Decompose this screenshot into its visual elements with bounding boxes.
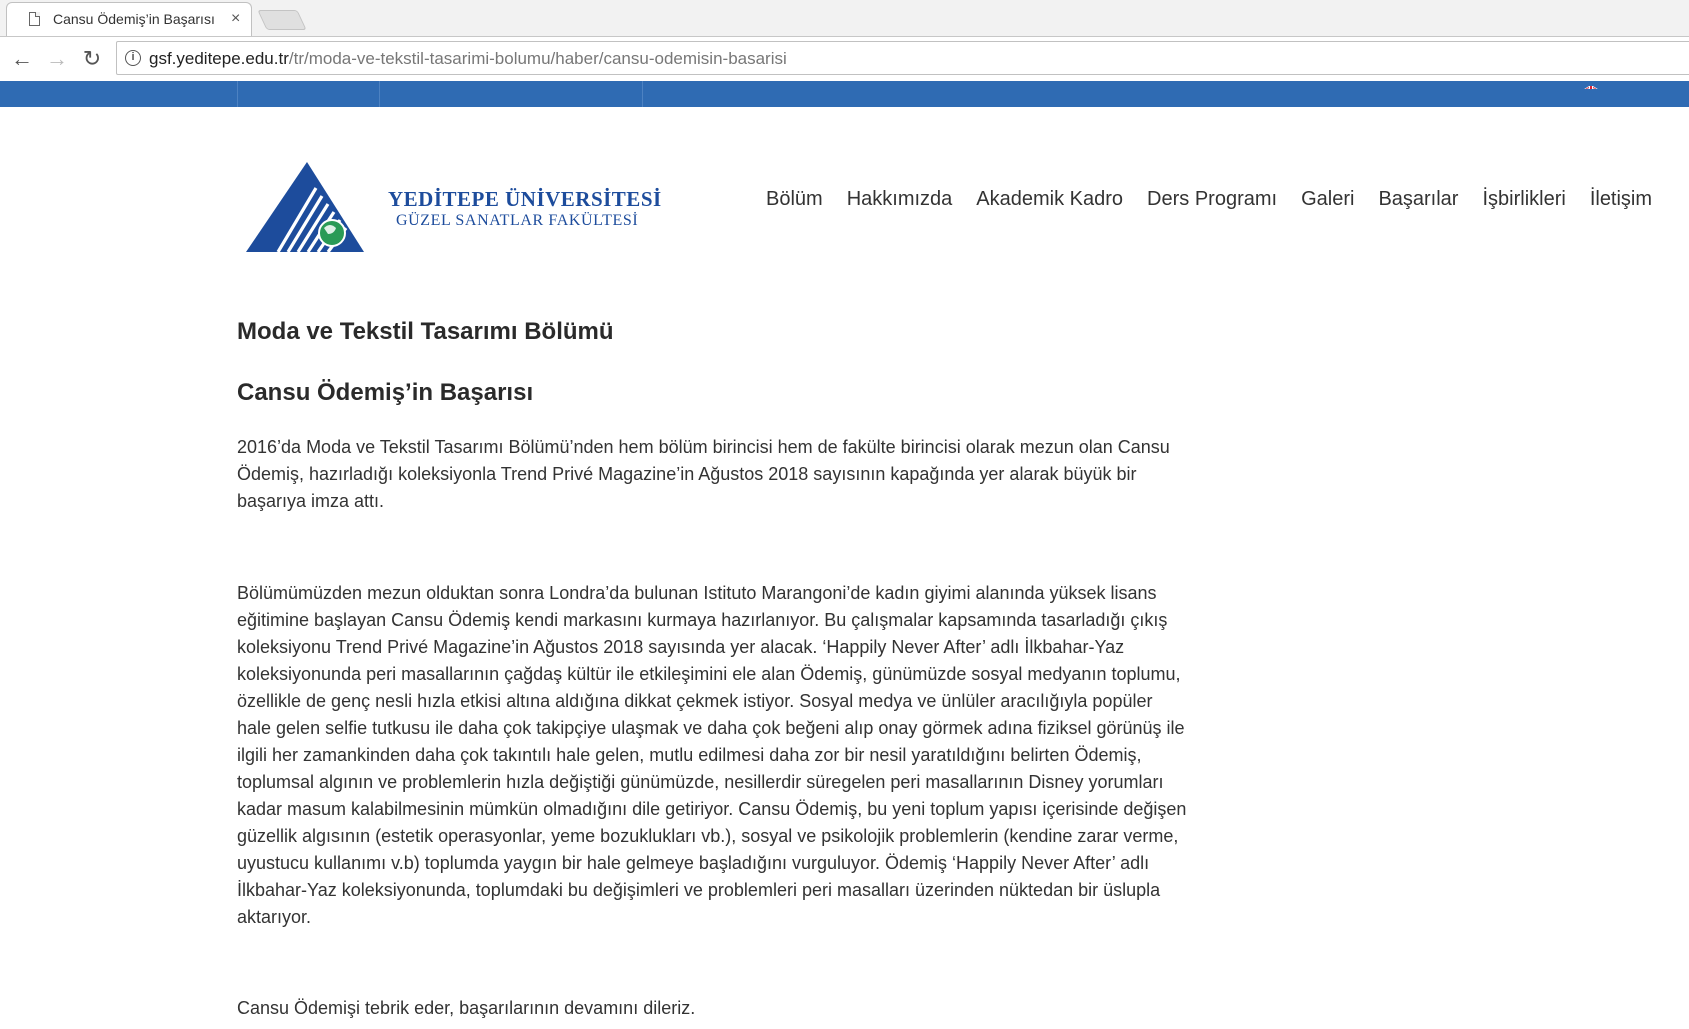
article-body (237, 580, 1187, 931)
reload-icon[interactable]: ↻ (82, 46, 102, 71)
logo-university-name: YEDİTEPE ÜNİVERSİTESİ (388, 187, 662, 211)
logo-triangle-icon (244, 160, 374, 255)
top-blue-bar (0, 81, 1689, 107)
department-title: Moda ve Tekstil Tasarımı Bölümü (237, 318, 614, 345)
paragraph: 2016’da Moda ve Tekstil Tasarımı Bölümü’nden hem bölüm birincisi hem de fakülte birincisi olarak mezun olan Cansu Ödemiş, hazırladığı koleksiyonla Trend Privé Magazine’in Ağustos 2018 sayısının kapağında yer alarak büyük bir başarıya imza attı. (237, 437, 1170, 511)
nav-basarilar[interactable]: Başarılar (1378, 188, 1459, 210)
url-text[interactable] (149, 49, 787, 69)
article-intro (237, 434, 1187, 515)
document-icon (29, 12, 40, 26)
uk-flag-icon[interactable] (1578, 81, 1604, 89)
paragraph: Bölümümüzden mezun olduktan sonra Londra’da bulunan Istituto Marangoni’de kadın giyimi alanında yüksek lisans eğitimine başlayan Cansu Ödemiş kendi markasını kurmaya hazırlanıyor. Bu çalışmalar kapsamında tasarladığı çıkış koleksiyonu Trend Privé Magazine’in Ağustos 2018 sayısında yer alacak. ‘Happily Never After’ adlı İlkbahar-Yaz koleksiyonunda peri masallarının çağdaş kültür ile etkileşimini ele alan Ödemiş, günümüzde sosyal medyanın toplumu, özellikle de genç nesli hızla etkisi altına aldığına dikkat çekmek istiyor. Sosyal medya ve ünlüler aracılığıyla popüler hale gelen selfie tutkusu ile daha çok takipçiye ulaşmak ve daha çok beğeni alıp onay görmek adına fiziksel görünüş ile ilgili her zamankinden daha çok takıntılı hale gelen, mutlu edilmesi daha zor bir nesil yaratıldığını belirten Ödemiş, toplumsal algının ve problemlerin hızla değiştiği günümüzde, nesillerdir süregelen peri masallarının Disney yorumları kadar masum kalabilmesinin mümkün olmadığını dile getiriyor. Cansu Ödemiş, bu yeni toplum yapısı içerisinde değişen güzellik algısının (estetik operasyonlar, yeme bozuklukları vb.), sosyal ve psikolojik problemlerin (kendine zarar verme, uyustucu kullanımı v.b) toplumda yaygın bir hale gelmeye başladığını vurguluyor. Ödemiş ‘Happily Never After’ adlı İlkbahar-Yaz koleksiyonunda, toplumdaki bu değişimleri ve problemleri peri masalları üzerinden nüktedan bir üslupla aktarıyor. (237, 583, 1187, 927)
main-navigation (766, 186, 1652, 212)
browser-toolbar (0, 37, 1689, 81)
tab-title: Cansu Ödemiş’in Başarısı (53, 11, 215, 27)
nav-galeri[interactable]: Galeri (1301, 188, 1355, 210)
nav-iletisim[interactable]: İletişim (1589, 188, 1653, 210)
nav-bolum[interactable]: Bölüm (766, 188, 823, 210)
forward-arrow-icon[interactable]: → (46, 46, 68, 71)
logo-faculty-name: GÜZEL SANATLAR FAKÜLTESİ (396, 212, 639, 229)
bar-divider (379, 81, 380, 107)
browser-tabstrip (0, 0, 1689, 37)
nav-isbirlikleri[interactable]: İşbirlikleri (1482, 188, 1566, 210)
url-path: /tr/moda-ve-tekstil-tasarimi-bolumu/haber/cansu-odemisin-basarisi (288, 49, 787, 68)
article-title: Cansu Ödemiş’in Başarısı (237, 379, 534, 406)
article-closing (237, 995, 1187, 1022)
nav-ders-programi[interactable]: Ders Programı (1147, 188, 1278, 210)
nav-hakkimizda[interactable]: Hakkımızda (846, 188, 953, 210)
browser-tab[interactable] (6, 2, 252, 36)
close-tab-icon[interactable]: × (231, 10, 241, 27)
new-tab-button[interactable] (257, 10, 306, 30)
paragraph: Cansu Ödemişi tebrik eder, başarılarının devamını dileriz. (237, 998, 696, 1018)
info-icon[interactable]: i (125, 50, 141, 66)
back-arrow-icon[interactable]: ← (11, 46, 33, 71)
bar-divider (237, 81, 238, 107)
nav-akademik-kadro[interactable]: Akademik Kadro (976, 188, 1124, 210)
url-host: gsf.yeditepe.edu.tr (149, 49, 289, 68)
address-bar[interactable] (116, 41, 1689, 75)
bar-divider (642, 81, 643, 107)
